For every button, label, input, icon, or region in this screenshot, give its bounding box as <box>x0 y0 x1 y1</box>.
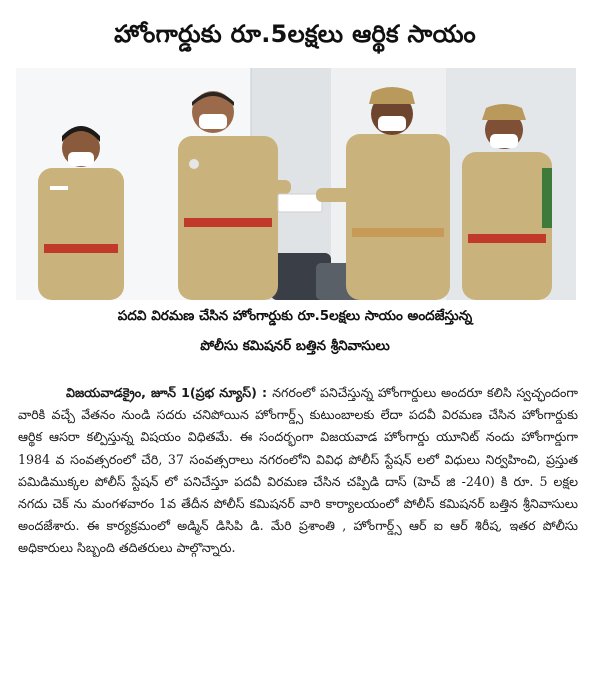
photo-caption-line-2: పోలీసు కమిషనర్ బత్తిన శ్రీనివాసులు <box>200 338 390 354</box>
news-photo <box>16 68 576 300</box>
article-text: నగరంలో పనిచేస్తున్న హోంగార్డులు అందరూ కలిసి స్వచ్ఛందంగా వారికి వచ్చే వేతనం నుండి సదరు చనిపోయిన హోంగార్డ్స్ కుటుంబాలకు లేదా పదవీ విరమణ చేసిన హోంగార్డుకు ఆర్థిక ఆసరా కల్పిస్తున్న విషయం విధితమే. ఈ సందర్భంగా విజయవాడ హోంగార్డు యూనిట్ నందు హోంగార్డుగా 1984 వ సంవత్సరంలో చేరి, 37 సంవత్సరాలు నగరంలోని వివిధ పోలీస్ స్టేషన్ లలో విధులు నిర్వహించి, ప్రస్తుత పమిడిముక్కల పోలీస్ స్టేషన్ లో పనిచేస్తూ పదవీ విరమణ చేసిన చప్పిడి దాస్ (హెచ్ జి -240) కి రూ. 5 లక్షల నగదు చెక్ ను మంగళవారం 1వ తేదీన పోలీస్ కమిషనర్ వారి కార్యాలయంలో పోలీస్ కమిషనర్ బత్తిన శ్రీనివాసులు అందజేశారు. ఈ కార్యక్రమంలో అడ్మిన్ డిసిపి డి. మేరి ప్రశాంతి , హోంగార్డ్స్ ఆర్ ఐ ఆర్ శిరీష, ఇతర పోలీసు అధికారులు సిబ్బంది తదితరులు పాల్గొన్నారు. <box>18 385 578 556</box>
officers-handover-photo <box>16 68 576 300</box>
headline: హోంగార్డుకు రూ.5లక్షలు ఆర్థిక సాయం <box>114 20 476 48</box>
article-body <box>18 382 578 560</box>
article-dateline: విజయవాడక్రైం, జూన్ 1(ప్రభ న్యూస్) : <box>66 385 273 400</box>
cheque <box>278 194 322 212</box>
photo-caption-line-1: పదవి విరమణ చేసిన హోంగార్డుకు రూ.5లక్షలు సాయం అందజేస్తున్న <box>117 308 473 324</box>
